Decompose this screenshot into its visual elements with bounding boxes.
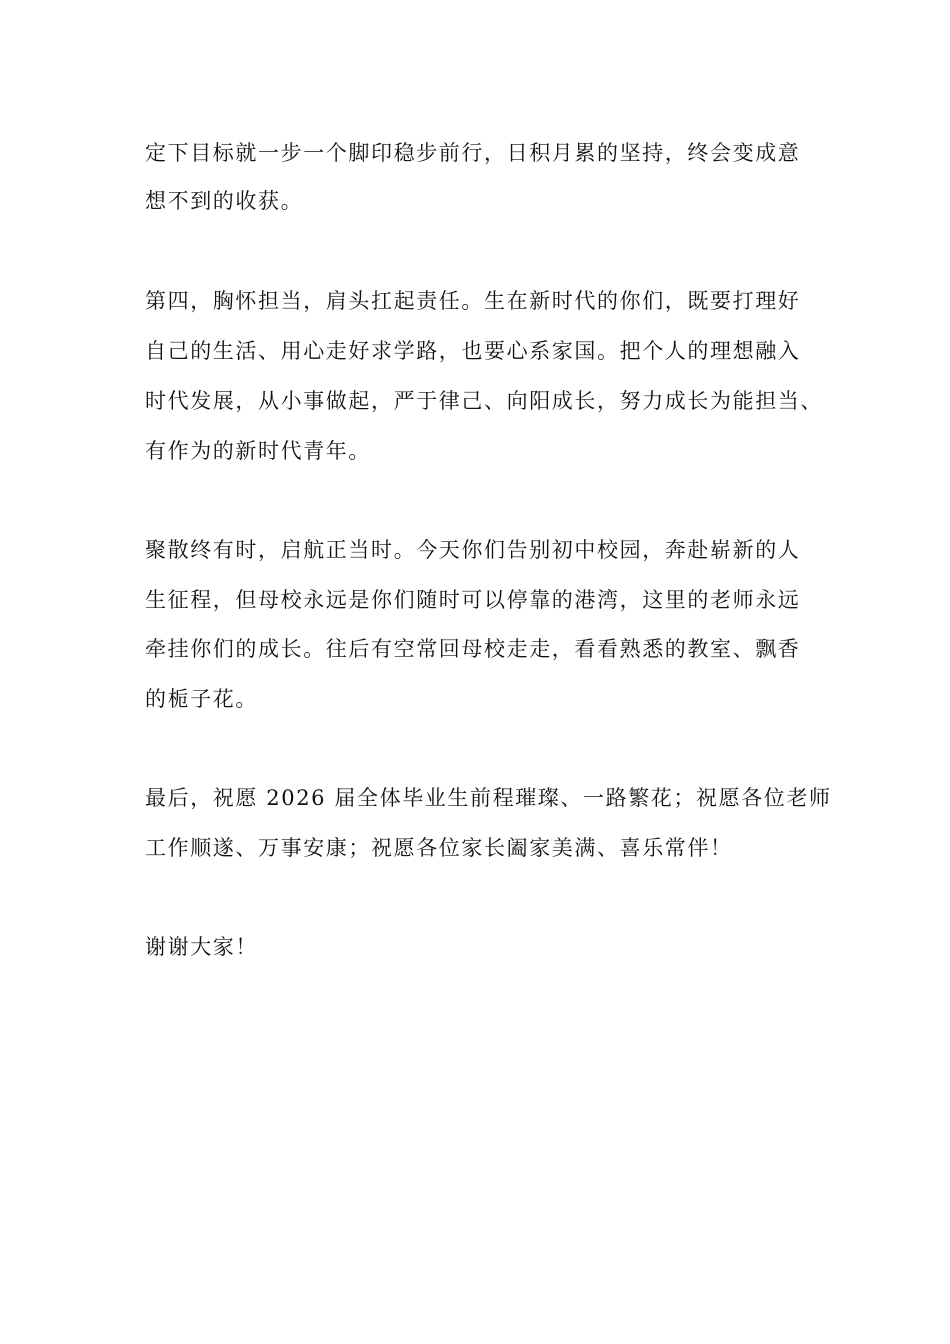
paragraph-1-line-1: 定下目标就一步一个脚印稳步前行，日积月累的坚持，终会变成意 <box>145 141 801 165</box>
paragraph-3-line-3: 牵挂你们的成长。往后有空常回母校走走，看看熟悉的教室、飘香 <box>145 637 801 661</box>
paragraph-1-line-2: 想不到的收获。 <box>145 189 304 213</box>
paragraph-2-line-2: 自己的生活、用心走好求学路，也要心系家国。把个人的理想融入 <box>145 339 801 363</box>
closing-line: 谢谢大家！ <box>145 935 258 959</box>
paragraph-3-line-2: 生征程，但母校永远是你们随时可以停靠的港湾，这里的老师永远 <box>145 588 801 612</box>
paragraph-3-line-4: 的栀子花。 <box>145 687 258 711</box>
paragraph-2-line-3: 时代发展，从小事做起，严于律己、向阳成长，努力成长为能担当、 <box>145 389 823 413</box>
paragraph-2-line-4: 有作为的新时代青年。 <box>145 439 371 463</box>
paragraph-2-line-1: 第四，胸怀担当，肩头扛起责任。生在新时代的你们，既要打理好 <box>145 289 801 313</box>
paragraph-4-line-1: 最后，祝愿 2026 届全体毕业生前程璀璨、一路繁花；祝愿各位老师 <box>145 786 832 810</box>
paragraph-3-line-1: 聚散终有时，启航正当时。今天你们告别初中校园，奔赴崭新的人 <box>145 538 801 562</box>
paragraph-4-line-2: 工作顺遂、万事安康；祝愿各位家长阖家美满、喜乐常伴！ <box>145 836 733 860</box>
